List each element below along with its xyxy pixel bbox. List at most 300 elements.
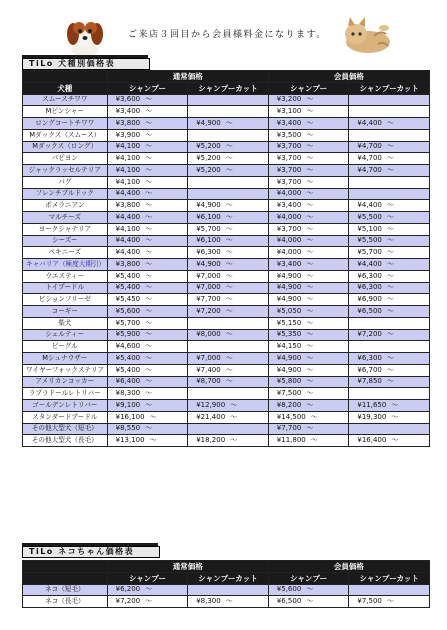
member-shampoo-header: シャンプー (268, 82, 349, 94)
price-value: ¥5,450 (115, 295, 141, 304)
member-shampoo-price (268, 270, 349, 282)
tilde-mark: 〜 (306, 330, 314, 339)
tilde-mark: 〜 (391, 412, 399, 421)
regular-shampoo-price (107, 259, 188, 271)
price-value: ¥6,200 (115, 585, 141, 594)
tilde-mark: 〜 (386, 295, 394, 304)
member-cut-price (349, 153, 430, 165)
breed-name-cell: マルチーズ (23, 212, 108, 224)
tilde-mark: 〜 (145, 585, 153, 594)
tilde-mark: 〜 (225, 236, 233, 245)
tilde-mark: 〜 (391, 436, 399, 445)
price-value: ¥4,400 (357, 201, 382, 210)
cat-table-column-header (23, 572, 430, 584)
tilde-mark: 〜 (145, 377, 153, 386)
tilde-mark: 〜 (145, 201, 153, 210)
breed-name-cell: パピヨン (23, 153, 108, 165)
regular-shampoo-price (107, 129, 188, 141)
regular-cut-price (188, 423, 269, 435)
regular-shampoo-price (107, 341, 188, 353)
table-row (23, 259, 430, 271)
price-value: ¥4,100 (115, 165, 141, 174)
price-value: ¥14,500 (276, 412, 306, 421)
table-row (23, 118, 430, 130)
dog-table-title: TiLo 犬種別価格表 (22, 58, 150, 70)
price-value: ¥6,400 (115, 377, 141, 386)
table-row (23, 584, 430, 596)
table-row (23, 341, 430, 353)
price-value: ¥7,200 (115, 597, 141, 606)
price-value: ¥5,500 (357, 236, 382, 245)
tilde-mark: 〜 (145, 295, 153, 304)
regular-cut-price (188, 153, 269, 165)
price-value: ¥4,000 (276, 236, 302, 245)
regular-shampoo-header: シャンプー (107, 572, 188, 584)
tilde-mark: 〜 (225, 377, 233, 386)
member-shampoo-price (268, 118, 349, 130)
price-value: ¥5,900 (115, 330, 141, 339)
tilde-mark: 〜 (306, 177, 314, 186)
breed-name-cell: ペキニーズ (23, 247, 108, 259)
tilde-mark: 〜 (386, 283, 394, 292)
member-shampoo-price (268, 94, 349, 106)
regular-cut-price (188, 259, 269, 271)
member-shampoo-price (268, 329, 349, 341)
regular-cut-price (188, 94, 269, 106)
member-cut-price (349, 400, 430, 412)
tilde-mark: 〜 (230, 400, 238, 409)
regular-cut-header: シャンプーカット (188, 572, 269, 584)
regular-cut-price (188, 200, 269, 212)
price-value: ¥3,700 (276, 177, 302, 186)
member-cut-price (349, 423, 430, 435)
breed-name-cell: シーズー (23, 235, 108, 247)
price-value: ¥6,300 (357, 271, 382, 280)
tilde-mark: 〜 (386, 118, 394, 127)
table-row (23, 400, 430, 412)
tilde-mark: 〜 (306, 165, 314, 174)
price-value: ¥3,800 (115, 118, 141, 127)
regular-shampoo-price (107, 212, 188, 224)
member-cut-price (349, 212, 430, 224)
member-cut-price (349, 165, 430, 177)
regular-cut-price (188, 329, 269, 341)
tilde-mark: 〜 (386, 306, 394, 315)
member-cut-price (349, 200, 430, 212)
price-value: ¥5,400 (115, 365, 141, 374)
price-value: ¥3,400 (115, 107, 141, 116)
price-value: ¥8,000 (196, 330, 221, 339)
table-row (23, 306, 430, 318)
member-shampoo-price (268, 223, 349, 235)
price-value: ¥4,400 (115, 248, 141, 257)
member-cut-price (349, 129, 430, 141)
breed-name-cell: スムースチワワ (23, 94, 108, 106)
price-value: ¥6,300 (357, 353, 382, 362)
price-value: ¥7,000 (196, 283, 221, 292)
regular-shampoo-price (107, 411, 188, 423)
price-value: ¥5,700 (115, 318, 141, 327)
tilde-mark: 〜 (145, 224, 153, 233)
price-value: ¥5,400 (115, 353, 141, 362)
breed-name-cell: ポメラニアン (23, 200, 108, 212)
price-value: ¥3,800 (115, 259, 141, 268)
table-row (23, 317, 430, 329)
member-cut-price (349, 306, 430, 318)
regular-shampoo-price (107, 235, 188, 247)
table-row (23, 411, 430, 423)
price-value: ¥7,000 (196, 271, 221, 280)
breed-name-cell: ビーグル (23, 341, 108, 353)
tilde-mark: 〜 (230, 436, 238, 445)
tilde-mark: 〜 (145, 259, 153, 268)
member-cut-price (349, 596, 430, 608)
price-value: ¥18,200 (196, 436, 226, 445)
regular-shampoo-price (107, 247, 188, 259)
price-value: ¥21,400 (196, 412, 226, 421)
breed-name-cell: ビションフリーゼ (23, 294, 108, 306)
breed-name-cell: ウエスティー (23, 270, 108, 282)
regular-price-group: 通常価格 (107, 561, 268, 573)
price-value: ¥5,400 (115, 271, 141, 280)
regular-shampoo-price (107, 376, 188, 388)
regular-cut-price (188, 411, 269, 423)
member-cut-price (349, 176, 430, 188)
tilde-mark: 〜 (145, 330, 153, 339)
tilde-mark: 〜 (386, 377, 394, 386)
tilde-mark: 〜 (145, 177, 153, 186)
member-price-group: 会員価格 (268, 71, 429, 83)
tilde-mark: 〜 (145, 154, 153, 163)
price-value: ¥4,400 (115, 189, 141, 198)
price-value: ¥6,700 (357, 365, 382, 374)
dog-price-table (22, 70, 430, 447)
tilde-mark: 〜 (145, 212, 153, 221)
member-shampoo-price (268, 353, 349, 365)
tilde-mark: 〜 (306, 424, 314, 433)
regular-cut-price (188, 317, 269, 329)
tilde-mark: 〜 (306, 353, 314, 362)
price-value: ¥13,100 (115, 436, 145, 445)
regular-cut-price (188, 235, 269, 247)
breed-name-cell: シェルティー (23, 329, 108, 341)
tilde-mark: 〜 (306, 283, 314, 292)
price-value: ¥7,200 (196, 306, 221, 315)
member-shampoo-price (268, 364, 349, 376)
price-value: ¥7,700 (276, 424, 302, 433)
tilde-mark: 〜 (145, 597, 153, 606)
tilde-mark: 〜 (306, 295, 314, 304)
tilde-mark: 〜 (386, 236, 394, 245)
tilde-mark: 〜 (225, 295, 233, 304)
breed-name-cell: ゴールデンレトリバー (23, 400, 108, 412)
member-shampoo-price (268, 200, 349, 212)
tilde-mark: 〜 (145, 400, 153, 409)
price-value: ¥3,700 (276, 154, 302, 163)
tilde-mark: 〜 (386, 165, 394, 174)
member-cut-price (349, 411, 430, 423)
regular-shampoo-price (107, 423, 188, 435)
tilde-mark: 〜 (306, 318, 314, 327)
breed-name-cell: ジャックラッセルテリア (23, 165, 108, 177)
tilde-mark: 〜 (306, 248, 314, 257)
regular-cut-price (188, 129, 269, 141)
regular-cut-price (188, 435, 269, 447)
breed-name-cell: その他大型犬（長毛） (23, 435, 108, 447)
tilde-mark: 〜 (306, 236, 314, 245)
price-value: ¥4,400 (357, 118, 382, 127)
member-shampoo-price (268, 235, 349, 247)
tilde-mark: 〜 (145, 248, 153, 257)
price-value: ¥8,550 (115, 424, 141, 433)
price-value: ¥7,200 (357, 330, 382, 339)
table-row (23, 596, 430, 608)
tilde-mark: 〜 (306, 154, 314, 163)
member-shampoo-price (268, 165, 349, 177)
price-value: ¥9,100 (115, 400, 141, 409)
member-shampoo-price (268, 341, 349, 353)
table-row (23, 294, 430, 306)
tilde-mark: 〜 (225, 597, 233, 606)
tilde-mark: 〜 (391, 400, 399, 409)
tilde-mark: 〜 (386, 224, 394, 233)
price-value: ¥4,400 (115, 236, 141, 245)
regular-cut-price (188, 306, 269, 318)
price-value: ¥7,500 (276, 389, 302, 398)
table-row (23, 212, 430, 224)
table-row (23, 176, 430, 188)
dog-table-column-header (23, 82, 430, 94)
tilde-mark: 〜 (386, 353, 394, 362)
price-value: ¥19,300 (357, 412, 387, 421)
table-row (23, 223, 430, 235)
price-value: ¥3,200 (276, 95, 302, 104)
breed-name-cell: アメリカンコッカー (23, 376, 108, 388)
regular-cut-price (188, 118, 269, 130)
regular-cut-price (188, 165, 269, 177)
tilde-mark: 〜 (145, 95, 153, 104)
table-row (23, 388, 430, 400)
tilde-mark: 〜 (145, 306, 153, 315)
tilde-mark: 〜 (225, 365, 233, 374)
member-cut-price (349, 584, 430, 596)
tilde-mark: 〜 (225, 154, 233, 163)
tilde-mark: 〜 (225, 306, 233, 315)
price-value: ¥3,600 (115, 95, 141, 104)
price-value: ¥7,400 (196, 365, 221, 374)
price-value: ¥8,700 (196, 377, 221, 386)
tilde-mark: 〜 (386, 271, 394, 280)
regular-shampoo-price (107, 141, 188, 153)
table-row (23, 329, 430, 341)
puppy-illustration-icon (60, 14, 110, 56)
cat-table-group-header (23, 561, 430, 573)
price-value: ¥16,400 (357, 436, 387, 445)
price-value: ¥5,200 (196, 154, 221, 163)
regular-shampoo-price (107, 353, 188, 365)
member-cut-price (349, 353, 430, 365)
breed-name-cell: トイプードル (23, 282, 108, 294)
member-cut-header: シャンプーカット (349, 572, 430, 584)
price-value: ¥8,300 (115, 389, 141, 398)
breed-name-cell: ネコ（短毛） (23, 584, 108, 596)
member-shampoo-price (268, 423, 349, 435)
price-value: ¥4,100 (115, 224, 141, 233)
member-cut-price (349, 247, 430, 259)
member-cut-price (349, 317, 430, 329)
breed-name-cell: キャバリア（極度大期引） (23, 259, 108, 271)
price-value: ¥3,500 (276, 130, 302, 139)
member-shampoo-price (268, 212, 349, 224)
member-shampoo-price (268, 294, 349, 306)
regular-shampoo-price (107, 270, 188, 282)
tilde-mark: 〜 (225, 118, 233, 127)
price-value: ¥8,300 (196, 597, 221, 606)
table-row (23, 129, 430, 141)
price-value: ¥3,700 (276, 165, 302, 174)
tilde-mark: 〜 (225, 283, 233, 292)
member-shampoo-price (268, 388, 349, 400)
member-shampoo-price (268, 106, 349, 118)
table-row (23, 235, 430, 247)
breed-name-cell: ロングコートチワワ (23, 118, 108, 130)
breed-name-cell: コーギー (23, 306, 108, 318)
empty-header-cell (23, 71, 108, 83)
empty-header-cell (23, 561, 108, 573)
price-value: ¥4,900 (196, 201, 221, 210)
price-value: ¥6,100 (196, 212, 221, 221)
tilde-mark: 〜 (306, 224, 314, 233)
regular-shampoo-price (107, 435, 188, 447)
regular-cut-price (188, 388, 269, 400)
member-cut-price (349, 282, 430, 294)
tilde-mark: 〜 (306, 365, 314, 374)
member-shampoo-price (268, 188, 349, 200)
breed-name-cell: Mダックス（ロング） (23, 141, 108, 153)
cat-table-body (23, 584, 430, 608)
tilde-mark: 〜 (145, 365, 153, 374)
regular-cut-price (188, 176, 269, 188)
tilde-mark: 〜 (306, 377, 314, 386)
table-row (23, 94, 430, 106)
member-price-group: 会員価格 (268, 561, 429, 573)
regular-shampoo-price (107, 329, 188, 341)
price-value: ¥4,600 (115, 342, 141, 351)
regular-cut-price (188, 270, 269, 282)
member-cut-price (349, 106, 430, 118)
tilde-mark: 〜 (306, 189, 314, 198)
regular-shampoo-price (107, 584, 188, 596)
tilde-mark: 〜 (386, 597, 394, 606)
price-value: ¥8,200 (276, 400, 302, 409)
breed-name-cell: パグ (23, 176, 108, 188)
price-value: ¥11,800 (276, 436, 306, 445)
price-value: ¥5,700 (357, 248, 382, 257)
price-value: ¥4,700 (357, 165, 382, 174)
price-value: ¥6,100 (196, 236, 221, 245)
member-cut-price (349, 223, 430, 235)
regular-shampoo-price (107, 400, 188, 412)
tilde-mark: 〜 (225, 142, 233, 151)
price-value: ¥5,400 (115, 283, 141, 292)
regular-cut-price (188, 212, 269, 224)
tilde-mark: 〜 (306, 271, 314, 280)
table-row (23, 270, 430, 282)
breed-name-cell: ワイヤーフォックステリア (23, 364, 108, 376)
member-shampoo-price (268, 596, 349, 608)
breed-name-cell: ラブラドールレトリバー (23, 388, 108, 400)
dog-table-body (23, 94, 430, 447)
regular-cut-price (188, 188, 269, 200)
member-price-notice: ご来店３回目から会員様料金になります。 (128, 30, 327, 40)
price-value: ¥7,850 (357, 377, 382, 386)
member-cut-price (349, 376, 430, 388)
price-value: ¥4,900 (276, 283, 302, 292)
price-value: ¥6,900 (357, 295, 382, 304)
tilde-mark: 〜 (386, 330, 394, 339)
tilde-mark: 〜 (306, 201, 314, 210)
member-cut-price (349, 94, 430, 106)
price-value: ¥6,300 (357, 283, 382, 292)
price-value: ¥5,800 (276, 377, 302, 386)
regular-cut-price (188, 596, 269, 608)
table-row (23, 153, 430, 165)
table-row (23, 423, 430, 435)
member-shampoo-price (268, 176, 349, 188)
regular-shampoo-price (107, 596, 188, 608)
table-row (23, 435, 430, 447)
tilde-mark: 〜 (306, 212, 314, 221)
empty-header-cell (23, 572, 108, 584)
price-value: ¥4,100 (115, 142, 141, 151)
price-value: ¥12,900 (196, 400, 226, 409)
price-value: ¥3,400 (276, 201, 302, 210)
regular-shampoo-price (107, 94, 188, 106)
tilde-mark: 〜 (306, 259, 314, 268)
price-value: ¥11,650 (357, 400, 387, 409)
price-value: ¥4,900 (196, 259, 221, 268)
tilde-mark: 〜 (386, 259, 394, 268)
price-value: ¥3,700 (276, 224, 302, 233)
regular-cut-price (188, 282, 269, 294)
tilde-mark: 〜 (225, 271, 233, 280)
regular-cut-price (188, 353, 269, 365)
price-value: ¥5,200 (196, 142, 221, 151)
member-shampoo-price (268, 141, 349, 153)
member-cut-price (349, 341, 430, 353)
regular-cut-price (188, 106, 269, 118)
tilde-mark: 〜 (306, 400, 314, 409)
table-row (23, 364, 430, 376)
price-value: ¥4,900 (276, 271, 302, 280)
member-cut-price (349, 188, 430, 200)
tilde-mark: 〜 (145, 342, 153, 351)
regular-cut-price (188, 364, 269, 376)
regular-cut-price (188, 247, 269, 259)
regular-shampoo-price (107, 282, 188, 294)
regular-shampoo-price (107, 223, 188, 235)
tilde-mark: 〜 (149, 436, 157, 445)
tilde-mark: 〜 (145, 189, 153, 198)
regular-cut-price (188, 584, 269, 596)
tilde-mark: 〜 (386, 142, 394, 151)
regular-cut-header: シャンプーカット (188, 82, 269, 94)
tilde-mark: 〜 (386, 212, 394, 221)
breed-name-cell: その他大型犬（短毛） (23, 423, 108, 435)
tilde-mark: 〜 (310, 412, 318, 421)
price-value: ¥4,100 (115, 177, 141, 186)
regular-cut-price (188, 223, 269, 235)
